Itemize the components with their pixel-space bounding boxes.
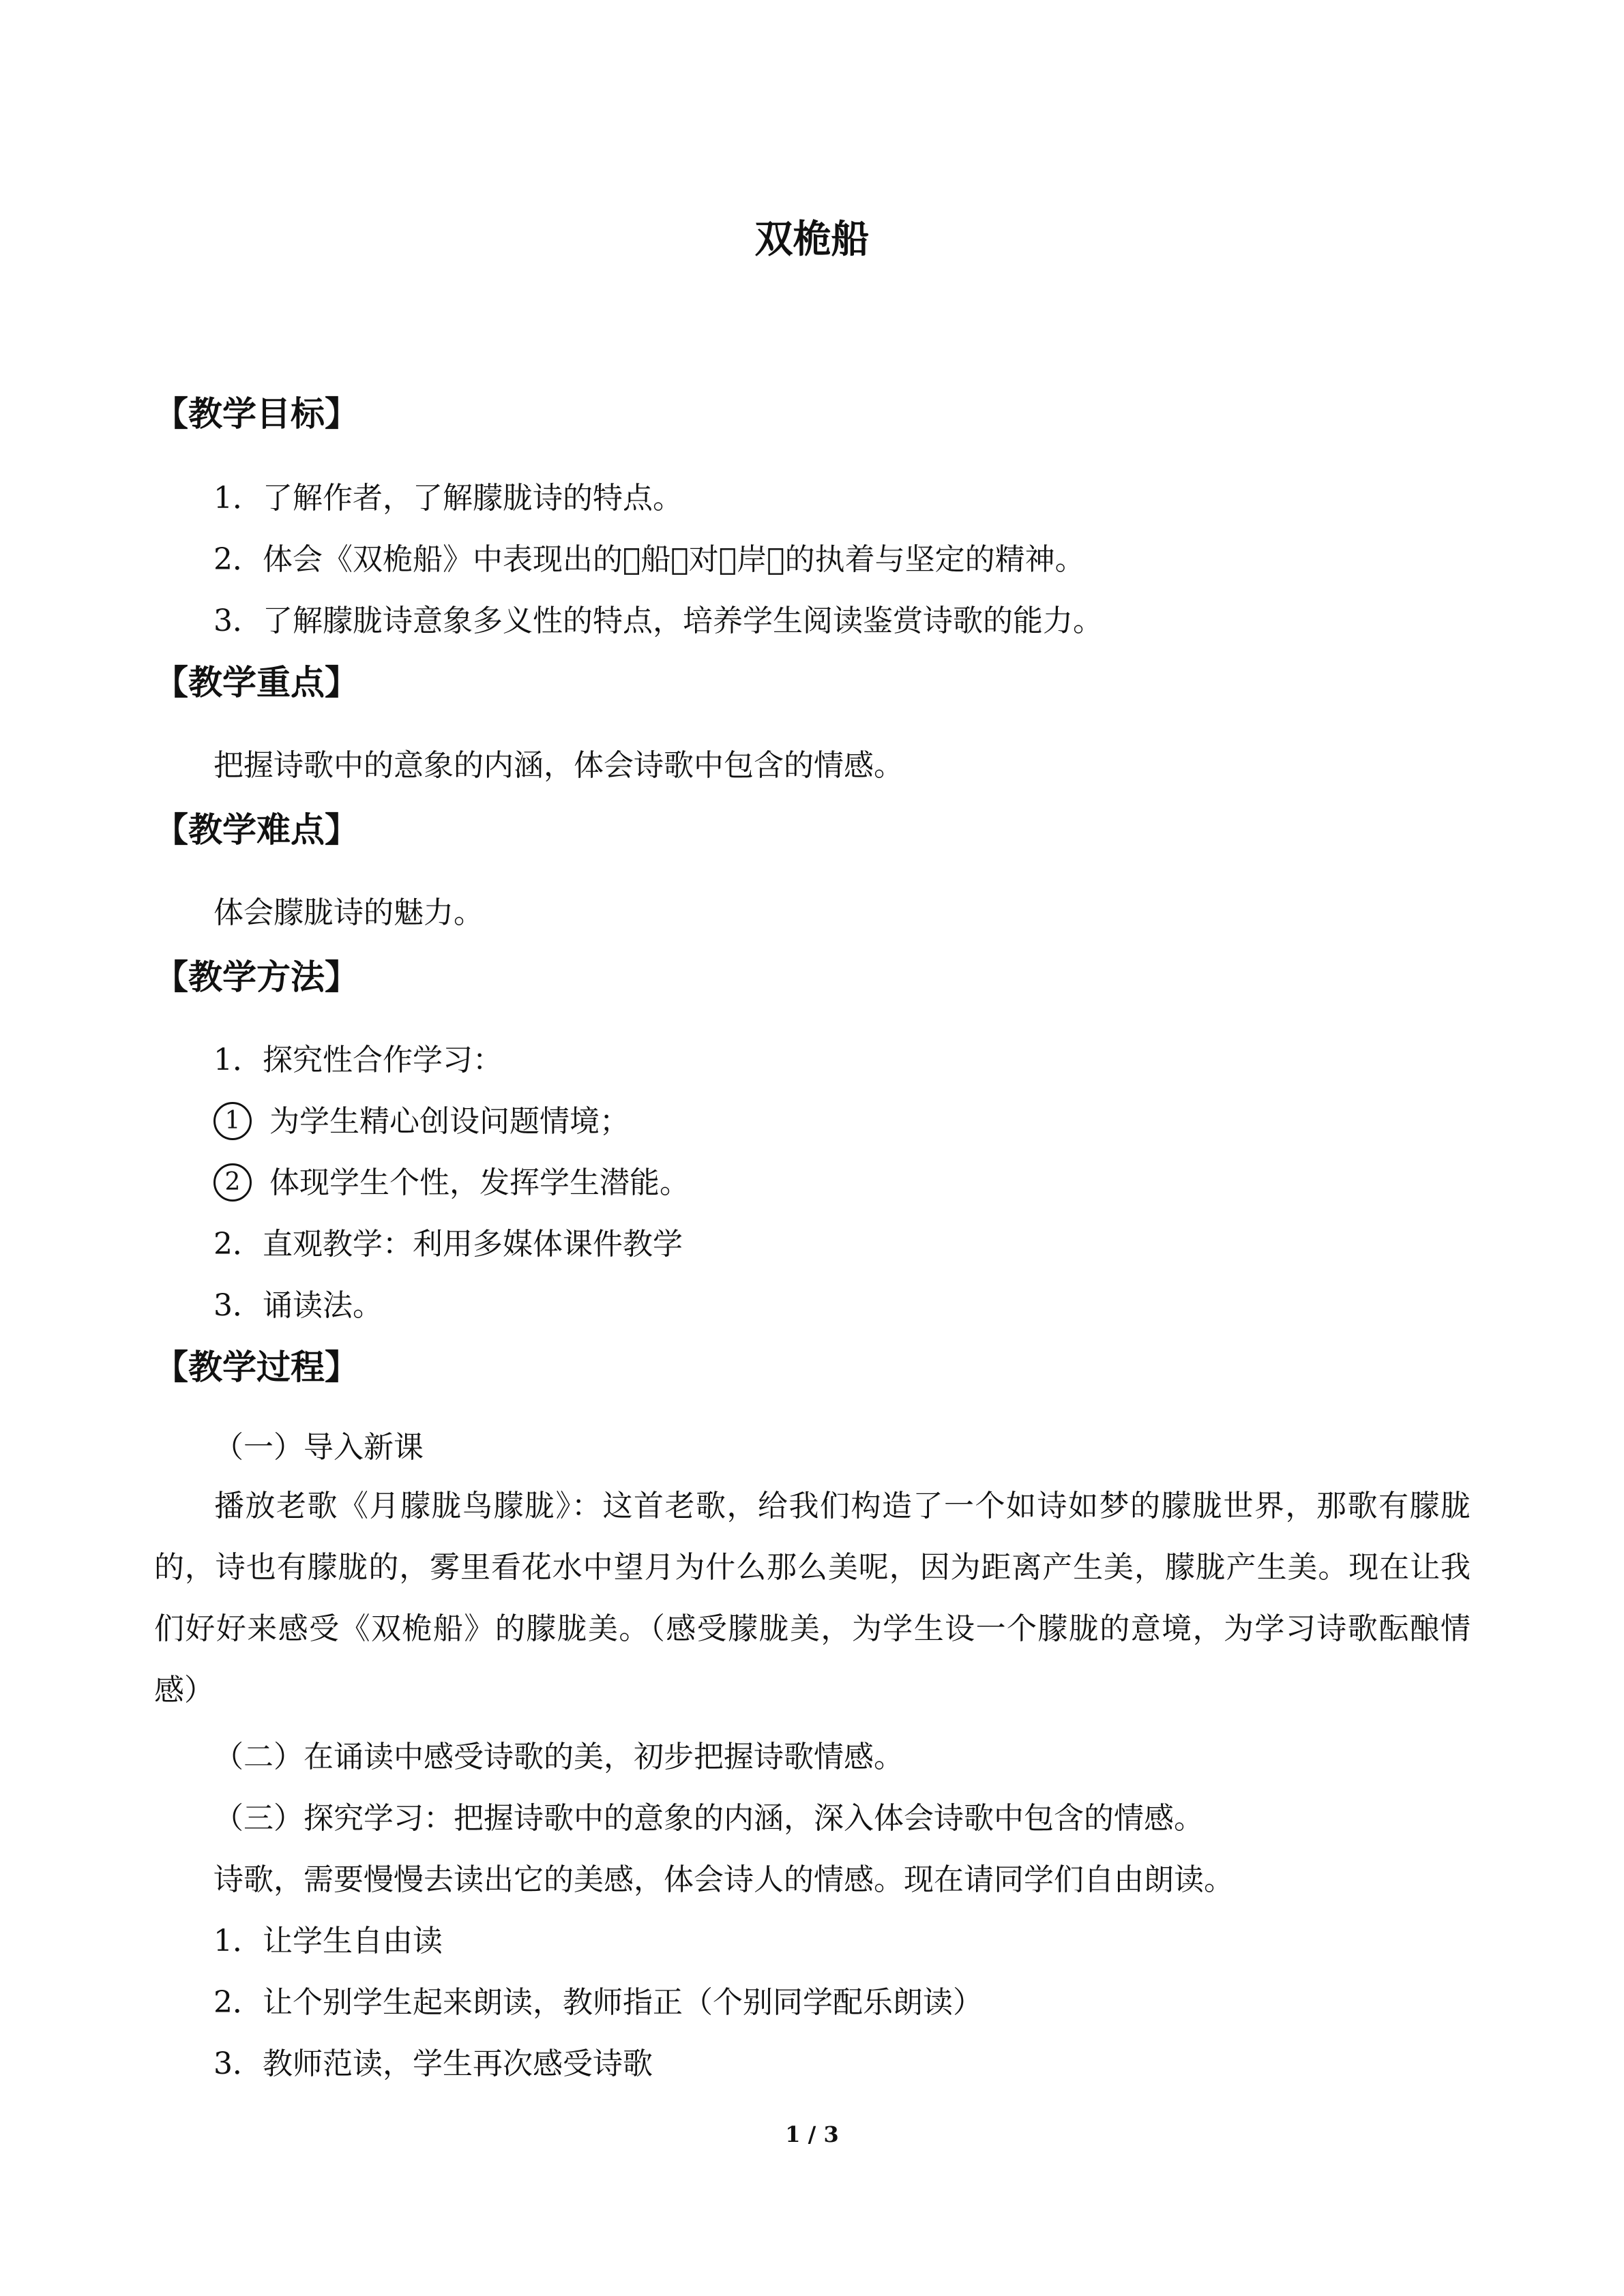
difficulties-text: 体会朦胧诗的魅力。 (213, 895, 484, 930)
key-points-text: 把握诗歌中的意象的内涵，体会诗歌中包含的情感。 (213, 748, 904, 783)
page-number: 1 / 3 (785, 2121, 839, 2147)
process-paragraph-1: 播放老歌《月朦胧鸟朦胧》：这首老歌，给我们构造了一个如诗如梦的朦胧世界，那歌有朦胧的，诗也有朦胧的，雾里看花水中望月为什么那么美呢，因为距离产生美，朦胧产生美。现在让我们好好来感受《双桅船》的朦胧美。（感受朦胧美，为学生设一个朦胧的意境，为学习诗歌酝酿情感） (154, 1489, 1471, 1708)
process-list-item-3: 3．教师范读，学生再次感受诗歌 (213, 2046, 653, 2081)
section-heading-key-points: 【教学重点】 (154, 663, 359, 702)
method-subitem-1 (213, 1101, 630, 1143)
method-item-3: 3．诵读法。 (213, 1288, 383, 1323)
process-step-1: （一）导入新课 (213, 1430, 424, 1465)
circled-number-1: 1 (213, 1102, 252, 1140)
process-list-item-1: 1．让学生自由读 (213, 1924, 443, 1958)
document-title: 双桅船 (754, 218, 870, 262)
method-item-2: 2．直观教学：利用多媒体课件教学 (213, 1227, 683, 1262)
objective-item-1: 1．了解作者，了解朦胧诗的特点。 (213, 481, 683, 516)
method-subitem-2-text: 体现学生个性，发挥学生潜能。 (269, 1165, 690, 1200)
section-heading-objectives: 【教学目标】 (154, 394, 359, 434)
method-subitem-2 (213, 1162, 690, 1204)
method-subitem-1-text: 为学生精心创设问题情境； (269, 1104, 630, 1139)
section-heading-methods: 【教学方法】 (154, 957, 359, 997)
method-item-1: 1．探究性合作学习： (213, 1043, 503, 1077)
process-list-item-2: 2．让个别学生起来朗读，教师指正（个别同学配乐朗读） (213, 1985, 983, 2020)
circled-number-2: 2 (213, 1163, 252, 1202)
process-step-2: （二）在诵读中感受诗歌的美，初步把握诗歌情感。 (213, 1740, 904, 1774)
section-heading-process: 【教学过程】 (154, 1347, 359, 1387)
objective-item-3: 3．了解朦胧诗意象多义性的特点，培养学生阅读鉴赏诗歌的能力。 (213, 603, 1103, 638)
objective-item-2: 2．体会《双桅船》中表现出的 船 对 岸 的执着与坚定的精神。 (213, 542, 1085, 577)
section-heading-difficulties: 【教学难点】 (154, 810, 359, 850)
process-step-3: （三）探究学习：把握诗歌中的意象的内涵，深入体会诗歌中包含的情感。 (213, 1801, 1204, 1836)
process-intro: 诗歌，需要慢慢去读出它的美感，体会诗人的情感。现在请同学们自由朗读。 (213, 1862, 1234, 1897)
